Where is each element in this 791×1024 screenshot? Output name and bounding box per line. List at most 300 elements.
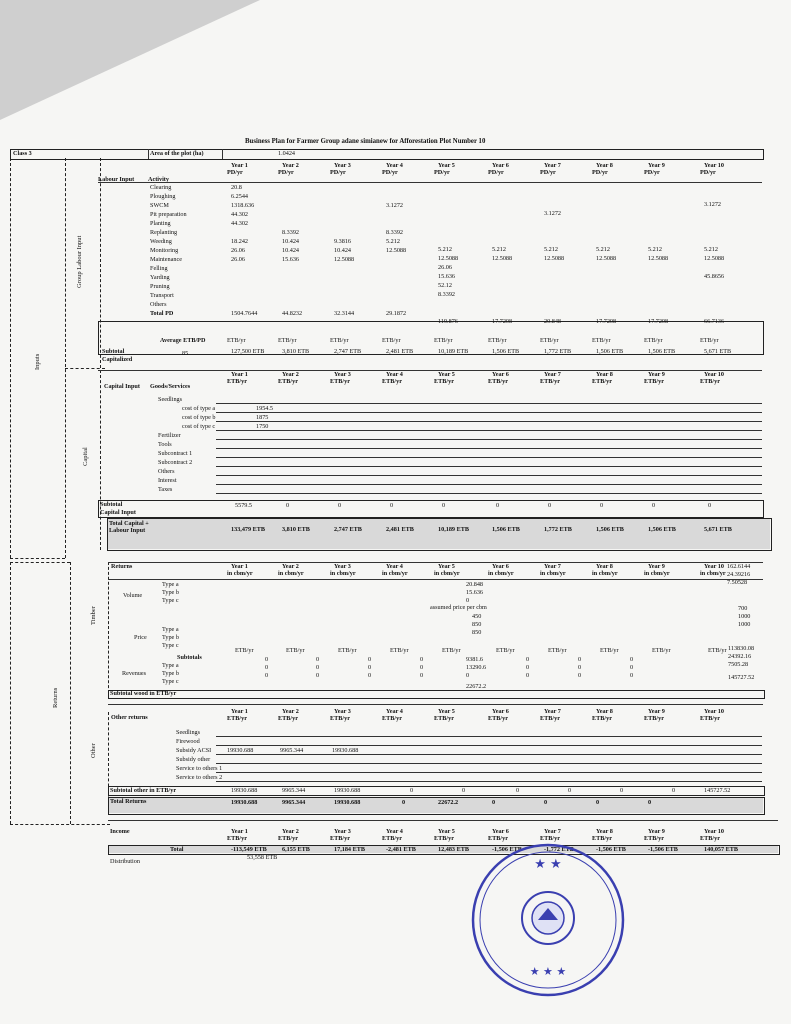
labour-value: 18.242: [231, 238, 249, 245]
labour-subtotal-2: 3,810 ETB: [282, 348, 310, 355]
revenue-zero: 0: [368, 656, 372, 663]
timber-year-8: Year 8: [596, 563, 613, 570]
labour-value: 66.7136: [704, 318, 725, 325]
timber-etb-unit: ETB/yr: [286, 647, 305, 654]
timber-year-9: Year 9: [648, 563, 665, 570]
subtotal-other-box: [108, 786, 765, 796]
capital-subtotal-label: Subtotal: [100, 501, 123, 508]
income-value-3: 17,184 ETB: [334, 846, 365, 853]
other-year-9: Year 9: [648, 708, 665, 715]
other-subtotal-9: 0: [672, 787, 676, 794]
group-labour-side-label: Group Labour Input: [76, 235, 83, 288]
income-unit-1: ETB/yr: [227, 835, 247, 842]
revenue-y10-2: 24392.16: [728, 653, 752, 660]
etb-unit: ETB/yr: [382, 337, 401, 344]
labour-year-5: Year 5: [438, 162, 455, 169]
labour-value: 6.2544: [231, 193, 249, 200]
revenue-type-1: Type a: [162, 662, 179, 669]
capital-year-2: Year 2: [282, 371, 299, 378]
labour-value: 1318.636: [231, 202, 255, 209]
labour-value: 26.06: [231, 256, 245, 263]
capital-item: cost of type b: [182, 414, 216, 421]
price-y5-2: 850: [472, 621, 482, 628]
income-year-8: Year 8: [596, 828, 613, 835]
timber-unit-1: in cbm/yr: [227, 570, 253, 577]
labour-year-9: Year 9: [648, 162, 665, 169]
total-returns-9: 0: [648, 799, 652, 806]
income-year-1: Year 1: [231, 828, 248, 835]
revenue-zero: 0: [420, 672, 424, 679]
volume-y5-2: 15.636: [466, 589, 484, 596]
other-unit-4: ETB/yr: [382, 715, 402, 722]
income-unit-2: ETB/yr: [278, 835, 298, 842]
revenue-zero: 0: [630, 664, 634, 671]
income-value-4: -2,481 ETB: [386, 846, 416, 853]
capital-subtotal-10: 0: [708, 502, 712, 509]
labour-unit-2: PD/yr: [278, 169, 294, 176]
other-side-label: Other: [90, 743, 97, 758]
capital-year-3: Year 3: [334, 371, 351, 378]
labour-value: 44.8232: [282, 310, 303, 317]
labour-value: 15.636: [438, 273, 456, 280]
other-subtotal-10: 145727.52: [704, 787, 731, 794]
distribution-value: 53,558 ETB: [247, 854, 278, 861]
capital-item: Seedlings: [158, 396, 183, 403]
subtotal-wood-box: [108, 690, 765, 699]
document-title: Business Plan for Farmer Group adane simianew for Afforestation Plot Number 10: [245, 138, 486, 145]
capital-unit-9: ETB/yr: [644, 378, 664, 385]
total-returns-label: Total Returns: [110, 798, 147, 805]
timber-unit-5: in cbm/yr: [434, 570, 460, 577]
labour-value: 20.848: [544, 318, 562, 325]
labour-value: 29.1872: [386, 310, 407, 317]
volume-y10-1: 162.6144: [727, 563, 751, 570]
labour-value: 26.06: [438, 264, 452, 271]
timber-side-label: Timber: [90, 606, 97, 625]
labour-value: 12.5088: [438, 255, 459, 262]
subtotal-wood-y5: 22672.2: [466, 683, 487, 690]
total-returns-6: 0: [492, 799, 496, 806]
income-unit-7: ETB/yr: [540, 835, 560, 842]
capital-year-6: Year 6: [492, 371, 509, 378]
returns-side-label: Returns: [52, 687, 59, 708]
other-year-6: Year 6: [492, 708, 509, 715]
income-unit-4: ETB/yr: [382, 835, 402, 842]
volume-label: Volume: [123, 592, 143, 599]
revenue-zero: 0: [265, 672, 269, 679]
activity-swcm: SWCM: [150, 202, 169, 209]
income-year-5: Year 5: [438, 828, 455, 835]
capital-year-4: Year 4: [386, 371, 403, 378]
labour-subtotal-6: 1,506 ETB: [492, 348, 520, 355]
labour-unit-9: PD/yr: [644, 169, 660, 176]
other-subtotal-6: 0: [516, 787, 520, 794]
price-y10-3: 1000: [738, 621, 751, 628]
other-item: Service to others 1: [176, 765, 223, 772]
labour-value: 12.5088: [386, 247, 407, 254]
income-unit-8: ETB/yr: [592, 835, 612, 842]
revenue-zero: 0: [578, 672, 582, 679]
capital-total-10: 5,671 ETB: [704, 526, 732, 533]
labour-value: 10.424: [334, 247, 352, 254]
revenue-zero: 0: [265, 664, 269, 671]
seedling-value-1: 1954.5: [256, 405, 274, 412]
labour-value: 5.212: [386, 238, 400, 245]
capital-year-1: Year 1: [231, 371, 248, 378]
activity-replanting: Replanting: [150, 229, 178, 236]
other-year-8: Year 8: [596, 708, 613, 715]
labour-subtotal-8: 1,506 ETB: [596, 348, 624, 355]
labour-value: 12.5088: [492, 255, 513, 262]
other-unit-6: ETB/yr: [488, 715, 508, 722]
capital-subtotal-7: 0: [548, 502, 552, 509]
total-returns-5: 22672.2: [438, 799, 459, 806]
capital-total-5: 10,189 ETB: [438, 526, 469, 533]
timber-year-6: Year 6: [492, 563, 509, 570]
timber-unit-10: in cbm/yr: [700, 570, 726, 577]
labour-value: 1504.7644: [231, 310, 258, 317]
other-unit-7: ETB/yr: [540, 715, 560, 722]
labour-value: 32.3144: [334, 310, 355, 317]
seedling-value-3: 1750: [256, 423, 269, 430]
capital-subtotal-5: 0: [442, 502, 446, 509]
income-value-1: -113,549 ETB: [231, 846, 267, 853]
income-unit-6: ETB/yr: [488, 835, 508, 842]
capital-year-5: Year 5: [438, 371, 455, 378]
income-value-8: -1,506 ETB: [596, 846, 626, 853]
labour-subtotal-5: 10,189 ETB: [438, 348, 469, 355]
subtotal-wood-label: Subtotal wood in ETB/yr: [110, 690, 177, 697]
subtotals-label: Subtotals: [177, 654, 202, 661]
labour-value: 12.5088: [544, 255, 565, 262]
timber-unit-7: in cbm/yr: [540, 570, 566, 577]
labour-input-header: Labour Input: [98, 176, 135, 183]
labour-unit-8: PD/yr: [592, 169, 608, 176]
labour-value: 8.3392: [282, 229, 300, 236]
subtotal-other-label: Subtotal other in ETB/yr: [110, 787, 177, 794]
labour-year-2: Year 2: [282, 162, 299, 169]
price-type-2: Type b: [162, 634, 179, 641]
other-item: Service to others 2: [176, 774, 223, 781]
subsidy-value-1: 19930.688: [227, 747, 254, 754]
other-year-3: Year 3: [334, 708, 351, 715]
timber-etb-unit: ETB/yr: [496, 647, 515, 654]
income-year-6: Year 6: [492, 828, 509, 835]
revenue-zero: 0: [420, 664, 424, 671]
income-unit-5: ETB/yr: [434, 835, 454, 842]
income-year-10: Year 10: [704, 828, 724, 835]
revenue-zero: 0: [526, 664, 530, 671]
svg-text:★ ★: ★ ★: [534, 857, 562, 872]
capitalized-label: Capitalized: [102, 356, 133, 363]
other-unit-2: ETB/yr: [278, 715, 298, 722]
labour-value: 5.212: [438, 246, 452, 253]
capital-item: Tools: [158, 441, 172, 448]
activity-maintenance: Maintenance: [150, 256, 182, 263]
revenue-zero: 0: [630, 656, 634, 663]
official-stamp: [468, 840, 628, 1000]
capital-item: Others: [158, 468, 175, 475]
price-type-1: Type a: [162, 626, 179, 633]
other-unit-5: ETB/yr: [434, 715, 454, 722]
volume-y10-2: 24.39216: [727, 571, 751, 578]
volume-type-3: Type c: [162, 597, 179, 604]
revenues-label: Revenues: [122, 670, 147, 677]
capital-total-6: 1,506 ETB: [492, 526, 520, 533]
timber-etb-unit: ETB/yr: [442, 647, 461, 654]
labour-value: 5.212: [596, 246, 610, 253]
price-y5-3: 850: [472, 629, 482, 636]
capital-year-7: Year 7: [544, 371, 561, 378]
labour-year-7: Year 7: [544, 162, 561, 169]
timber-year-2: Year 2: [282, 563, 299, 570]
timber-unit-3: in cbm/yr: [330, 570, 356, 577]
revenue-zero: 0: [578, 664, 582, 671]
total-capital-labour-label: Total Capital + Labour Input: [109, 520, 149, 535]
capital-unit-2: ETB/yr: [278, 378, 298, 385]
revenue-zero: 0: [316, 672, 320, 679]
labour-subtotal-1: 127,500 ETB: [231, 348, 265, 355]
timber-year-10: Year 10: [704, 563, 724, 570]
subsidy-value-2: 9965.344: [280, 747, 304, 754]
labour-value: 8.3392: [386, 229, 404, 236]
etb-unit: ETB/yr: [488, 337, 507, 344]
total-returns-4: 0: [402, 799, 406, 806]
capital-unit-5: ETB/yr: [434, 378, 454, 385]
other-returns-header: Other returns: [111, 714, 148, 721]
volume-y10-3: 7.50528: [727, 579, 748, 586]
other-unit-3: ETB/yr: [330, 715, 350, 722]
timber-year-1: Year 1: [231, 563, 248, 570]
returns-bracket: [10, 562, 11, 824]
other-item: Subsidy other: [176, 756, 211, 763]
price-label: Price: [134, 634, 147, 641]
income-year-3: Year 3: [334, 828, 351, 835]
other-unit-9: ETB/yr: [644, 715, 664, 722]
timber-etb-unit: ETB/yr: [338, 647, 357, 654]
etb-unit: ETB/yr: [700, 337, 719, 344]
timber-etb-unit: ETB/yr: [235, 647, 254, 654]
other-year-1: Year 1: [231, 708, 248, 715]
income-value-10: 140,057 ETB: [704, 846, 739, 853]
labour-value: 3.1272: [386, 202, 404, 209]
labour-value: 10.424: [282, 247, 300, 254]
other-unit-8: ETB/yr: [592, 715, 612, 722]
timber-unit-2: in cbm/yr: [278, 570, 304, 577]
activity-weeding: Weeding: [150, 238, 172, 245]
labour-value: 9.3816: [334, 238, 352, 245]
other-year-5: Year 5: [438, 708, 455, 715]
other-year-4: Year 4: [386, 708, 403, 715]
total-returns-3: 19930.688: [334, 799, 361, 806]
capital-total-4: 2,481 ETB: [386, 526, 414, 533]
capital-item: cost of type a: [182, 405, 216, 412]
area-value: 1.0424: [278, 150, 296, 157]
activity-pit-preparation: Pit preparation: [150, 211, 187, 218]
labour-value: 26.06: [231, 247, 245, 254]
capital-unit-3: ETB/yr: [330, 378, 350, 385]
page-fold-shadow: [0, 0, 260, 120]
capital-unit-10: ETB/yr: [700, 378, 720, 385]
income-year-7: Year 7: [544, 828, 561, 835]
volume-type-2: Type b: [162, 589, 179, 596]
capital-total-9: 1,506 ETB: [648, 526, 676, 533]
capital-unit-1: ETB/yr: [227, 378, 247, 385]
capital-total-1: 133,479 ETB: [231, 526, 266, 533]
activity-planting: Planting: [150, 220, 171, 227]
labour-value: 10.424: [282, 238, 300, 245]
labour-year-6: Year 6: [492, 162, 509, 169]
activity-monitoring: Monitoring: [150, 247, 179, 254]
timber-year-5: Year 5: [438, 563, 455, 570]
labour-value: 20.8: [231, 184, 242, 191]
labour-value: 44.302: [231, 211, 249, 218]
seedling-value-2: 1875: [256, 414, 269, 421]
other-subtotal-2: 9965.344: [282, 787, 306, 794]
activity-header: Activity: [148, 176, 169, 183]
revenue-type-2: Type b: [162, 670, 179, 677]
inputs-side-label: Inputs: [34, 353, 41, 370]
revenue-zero: 0: [420, 656, 424, 663]
capital-unit-6: ETB/yr: [488, 378, 508, 385]
timber-year-3: Year 3: [334, 563, 351, 570]
other-unit-1: ETB/yr: [227, 715, 247, 722]
total-returns-1: 19930.688: [231, 799, 258, 806]
labour-value: 8.3392: [438, 291, 456, 298]
labour-unit-4: PD/yr: [382, 169, 398, 176]
etb-unit: ETB/yr: [540, 337, 559, 344]
timber-unit-8: in cbm/yr: [592, 570, 618, 577]
volume-type-1: Type a: [162, 581, 179, 588]
timber-unit-4: in cbm/yr: [382, 570, 408, 577]
labour-unit-10: PD/yr: [700, 169, 716, 176]
labour-subtotal-10: 5,671 ETB: [704, 348, 732, 355]
capital-unit-7: ETB/yr: [540, 378, 560, 385]
labour-value: 3.1272: [544, 210, 562, 217]
labour-value: 5.212: [492, 246, 506, 253]
capital-item: Fertilizer: [158, 432, 181, 439]
capital-item: cost of type c: [182, 423, 216, 430]
other-subtotal-3: 19930.688: [334, 787, 361, 794]
timber-unit-9: in cbm/yr: [644, 570, 670, 577]
price-type-3: Type c: [162, 642, 179, 649]
labour-value: 5.212: [648, 246, 662, 253]
etb-unit: ETB/yr: [434, 337, 453, 344]
capital-subtotal-1: 5579.5: [235, 502, 253, 509]
capital-subtotal-4: 0: [390, 502, 394, 509]
subtotal-label: Subtotal: [102, 348, 125, 355]
revenue-zero: 0: [368, 664, 372, 671]
labour-value: 119.876: [438, 318, 458, 325]
income-total-label: Total: [170, 846, 184, 853]
labour-subtotal-7: 1,772 ETB: [544, 348, 572, 355]
subtotal-wood-y10: 145727.52: [728, 674, 755, 681]
revenue-zero: 0: [630, 672, 634, 679]
capital-item: Subcontract 1: [158, 450, 193, 457]
labour-subtotal-9: 1,506 ETB: [648, 348, 676, 355]
svg-text:★ ★ ★: ★ ★ ★: [529, 965, 567, 978]
capital-year-10: Year 10: [704, 371, 724, 378]
price-note: assumed price per cbm: [430, 604, 487, 611]
capital-subtotal-3: 0: [338, 502, 342, 509]
revenue-zero: 0: [368, 672, 372, 679]
timber-etb-unit: ETB/yr: [390, 647, 409, 654]
other-item: Seedlings: [176, 729, 201, 736]
timber-unit-6: in cbm/yr: [488, 570, 514, 577]
etb-unit: ETB/yr: [278, 337, 297, 344]
labour-value: 12.5088: [704, 255, 725, 262]
capital-subtotal-6: 0: [496, 502, 500, 509]
revenue-y5-2: 13290.6: [466, 664, 487, 671]
income-unit-9: ETB/yr: [644, 835, 664, 842]
income-year-9: Year 9: [648, 828, 665, 835]
class-label: Class 3: [13, 150, 32, 157]
capital-unit-4: ETB/yr: [382, 378, 402, 385]
capital-subtotal-box: [98, 500, 764, 518]
labour-year-1: Year 1: [231, 162, 248, 169]
revenue-y10-3: 7505.28: [728, 661, 749, 668]
labour-year-4: Year 4: [386, 162, 403, 169]
avg-etb-label: Average ETB/PD: [160, 337, 206, 344]
labour-value: 3.1272: [704, 201, 722, 208]
revenue-y10-1: 113830.08: [728, 645, 755, 652]
capital-total-8: 1,506 ETB: [596, 526, 624, 533]
returns-header: Returns: [111, 563, 133, 570]
labour-value: 5.212: [544, 246, 558, 253]
labour-unit-1: PD/yr: [227, 169, 243, 176]
distribution-label: Distribution: [110, 858, 140, 865]
timber-etb-unit: ETB/yr: [708, 647, 727, 654]
labour-value: 5.212: [704, 246, 718, 253]
volume-y5-1: 20.848: [466, 581, 484, 588]
capital-input-header: Capital Input: [104, 383, 140, 390]
volume-y5-3: 0: [466, 597, 470, 604]
revenue-zero: 0: [265, 656, 269, 663]
activity-clearing: Clearing: [150, 184, 172, 191]
labour-year-8: Year 8: [596, 162, 613, 169]
capital-input-label: Capital Input: [100, 509, 136, 516]
labour-value: 17.7208: [596, 318, 617, 325]
capital-year-8: Year 8: [596, 371, 613, 378]
income-value-5: 12,483 ETB: [438, 846, 469, 853]
capital-subtotal-8: 0: [600, 502, 604, 509]
income-label: Income: [110, 828, 130, 835]
price-y10-1: 700: [738, 605, 748, 612]
income-unit-3: ETB/yr: [330, 835, 350, 842]
other-subtotal-7: 0: [568, 787, 572, 794]
labour-value: 17.7208: [648, 318, 669, 325]
etb-unit: ETB/yr: [227, 337, 246, 344]
capital-year-9: Year 9: [648, 371, 665, 378]
capital-unit-8: ETB/yr: [592, 378, 612, 385]
other-item: Subsidy ACSI: [176, 747, 212, 754]
labour-value: 52.12: [438, 282, 452, 289]
labour-value: 17.7208: [492, 318, 513, 325]
income-value-6: -1,506 ETB: [492, 846, 522, 853]
other-subtotal-8: 0: [620, 787, 624, 794]
total-returns-7: 0: [544, 799, 548, 806]
labour-value: 12.5088: [334, 256, 355, 263]
etb-unit: ETB/yr: [330, 337, 349, 344]
revenue-y5-1: 9381.6: [466, 656, 484, 663]
income-unit-10: ETB/yr: [700, 835, 720, 842]
capital-side-label: Capital: [82, 447, 89, 466]
labour-unit-3: PD/yr: [330, 169, 346, 176]
price-y10-2: 1000: [738, 613, 751, 620]
income-value-2: 6,155 ETB: [282, 846, 310, 853]
price-y5-1: 450: [472, 613, 482, 620]
other-year-2: Year 2: [282, 708, 299, 715]
